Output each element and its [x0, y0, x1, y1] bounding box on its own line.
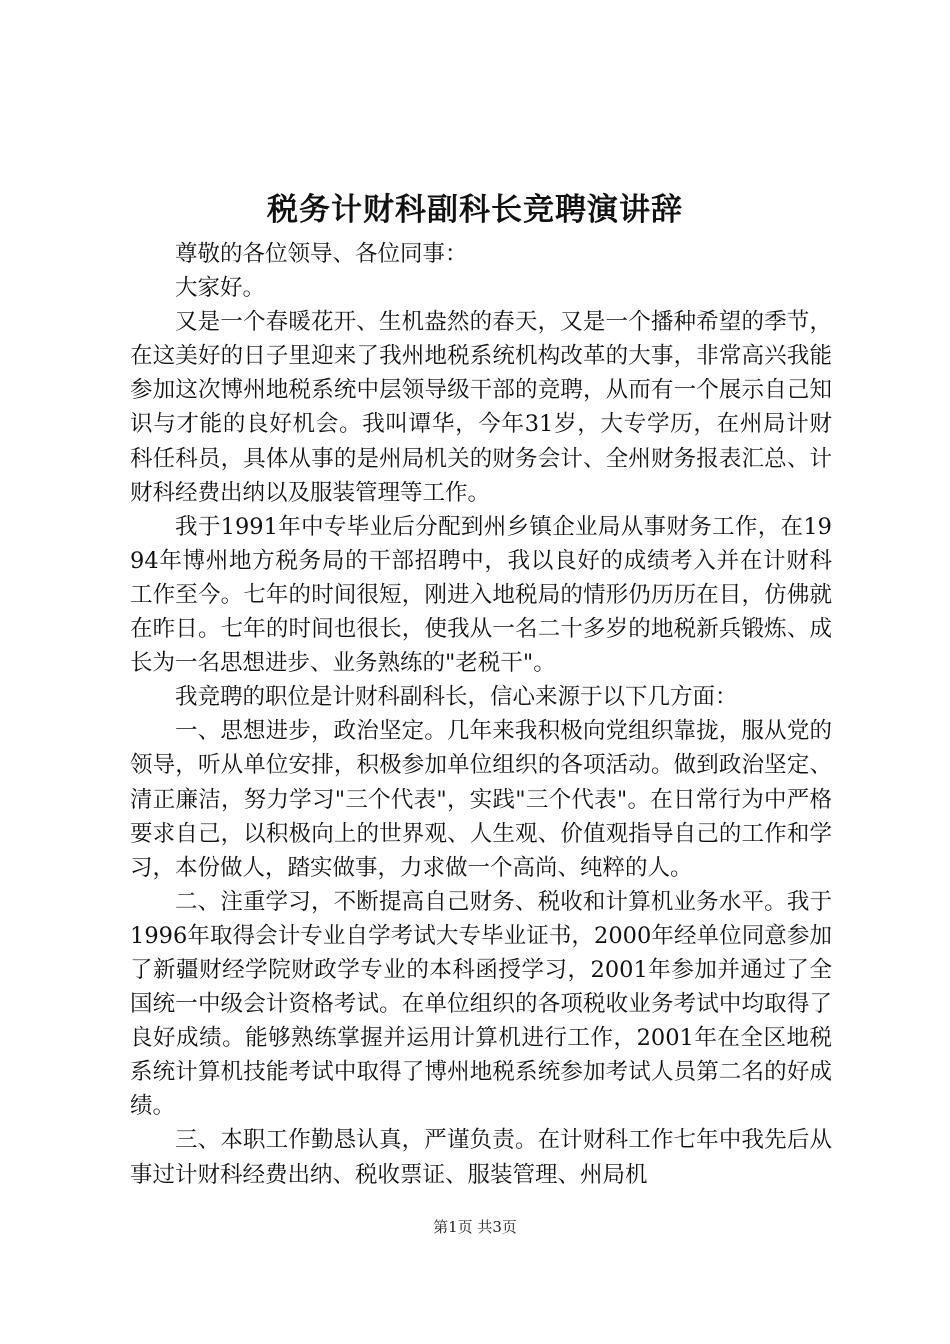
paragraph-salutation: 尊敬的各位领导、各位同事： [175, 241, 468, 267]
paragraph-introduction: 又是一个春暖花开、生机盎然的春天，又是一个播种希望的季节，在这美好的日子里迎来了我州地税系统机构改革的大事，非常高兴我能参加这次博州地税系统中层领导级干部的竞聘，从而有一个展示自己知识与才能的良好机会。我叫谭华，今年31岁，大专学历，在州局计财科任科员，具体从事的是州局机关的财务会计、全州财务报表汇总、计财科经费出纳以及服装管理等工作。 [130, 309, 832, 506]
paragraph-greeting: 大家好。 [175, 275, 266, 302]
paragraph-point-one: 一、思想进步，政治坚定。几年来我积极向党组织靠拢，服从党的领导，听从单位安排，积极参加单位组织的各项活动。做到政治坚定、清正廉洁，努力学习"三个代表"，实践"三个代表"。在日常行为中严格要求自己，以积极向上的世界观、人生观、价值观指导自己的工作和学习，本份做人，踏实做事，力求做一个高尚、纯粹的人。 [130, 718, 832, 881]
page-title: 税务计财科副科长竞聘演讲辞 [267, 192, 683, 228]
document-body [130, 237, 832, 1192]
paragraph-point-two: 二、注重学习，不断提高自己财务、税收和计算机业务水平。我于1996年取得会计专业自学考试大专毕业证书，2000年经单位同意参加了新疆财经学院财政学专业的本科函授学习，2001年参加并通过了全国统一中级会计资格考试。在单位组织的各项税收业务考试中均取得了良好成绩。能够熟练掌握并运用计算机进行工作，2001年在全区地税系统计算机技能考试中取得了博州地税系统参加考试人员第二名的好成绩。 [130, 888, 832, 1120]
paragraph-position-statement: 我竞聘的职位是计财科副科长，信心来源于以下几方面： [175, 684, 738, 711]
paragraph-career-history: 我于1991年中专毕业后分配到州乡镇企业局从事财务工作，在1994年博州地方税务局的干部招聘中，我以良好的成绩考入并在计财科工作至今。七年的时间很短，刚进入地税局的情形仍历历在目，仿佛就在昨日。七年的时间也很长，使我从一名二十多岁的地税新兵锻炼、成长为一名思想进步、业务熟练的"老税干"。 [130, 513, 832, 677]
page-number-footer: 第1页 共3页 [433, 1218, 517, 1236]
paragraph-point-three: 三、本职工作勤恳认真，严谨负责。在计财科工作七年中我先后从事过计财科经费出纳、税收票证、服装管理、州局机 [130, 1127, 832, 1188]
